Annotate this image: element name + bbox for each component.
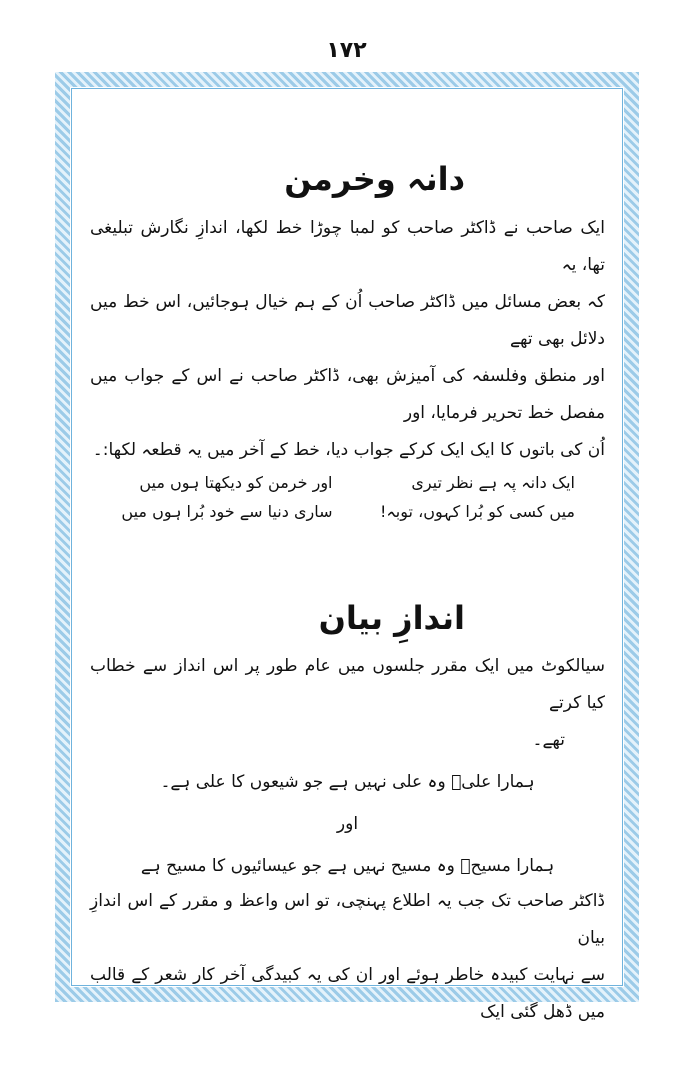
verse-line: میں کسی کو بُرا کہوں، توبہ! (380, 502, 575, 522)
conjunction: اور (336, 813, 359, 834)
quote-line: ہمارا مسیحؑ وہ مسیح نہیں ہے جو عیسائیوں کا مسیح ہے (140, 855, 555, 876)
quote-line: ہمارا علیؓ وہ علی نہیں ہے جو شیعوں کا علی ہے۔ (160, 771, 535, 792)
paragraph-line: تھے۔ (532, 729, 565, 750)
section-title-andaz-e-bayan: اندازِ بیان (318, 599, 465, 638)
paragraph-line: اُن کی باتوں کا ایک ایک کرکے جواب دیا، خط کے آخر میں یہ قطعہ لکھا:۔ (92, 440, 605, 461)
paragraph-line: اور منطق وفلسفہ کی آمیزش بھی، ڈاکٹر صاحب نے اس کے جواب میں مفصل خط تحریر فرمایا، اور (90, 366, 605, 424)
paragraph-line: ڈاکٹر صاحب تک جب یہ اطلاع پہنچی، تو اس واعظ و مقرر کے اس اندازِ بیان (90, 890, 605, 948)
verse-block (90, 473, 605, 521)
section-title-dana-o-kharman: دانہ وخرمن (284, 160, 465, 198)
paragraph-line: سیالکوٹ میں ایک مقرر جلسوں میں عام طور پر اس انداز سے خطاب کیا کرتے (90, 655, 605, 713)
paragraph-line: سے نہایت کبیدہ خاطر ہوئے اور ان کی یہ کبیدگی آخر کار شعر کے قالب میں ڈھل گئی ایک (90, 964, 605, 1022)
paragraph-line: ایک صاحب نے ڈاکٹر صاحب کو لمبا چوڑا خط لکھا، اندازِ نگارش تبلیغی تھا، یہ (90, 218, 605, 276)
verse-line: اور خرمن کو دیکھتا ہوں میں (139, 473, 333, 493)
verse-line: ساری دنیا سے خود بُرا ہوں میں (121, 502, 333, 522)
verse-line: ایک دانہ پہ ہے نظر تیری (411, 473, 575, 493)
page-content (90, 100, 605, 1022)
page-number: ۱۷۲ (326, 38, 367, 63)
paragraph-line: کہ بعض مسائل میں ڈاکٹر صاحب اُن کے ہم خیال ہوجائیں، اس خط میں دلائل بھی تھے (90, 292, 605, 350)
